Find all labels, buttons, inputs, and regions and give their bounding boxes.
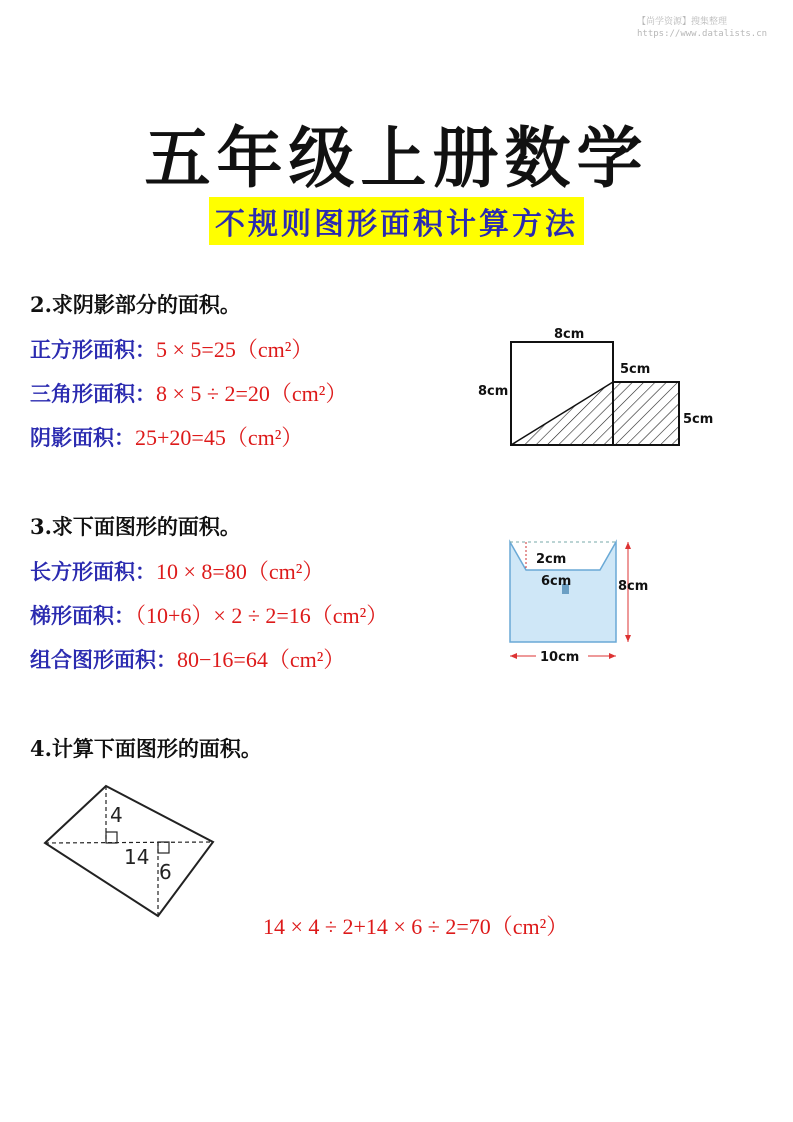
q4-figure [38, 778, 228, 928]
q3-row-2-label: 梯形面积： [30, 603, 135, 628]
q2-row-1-value: 5 × 5=25（cm²） [156, 337, 314, 362]
q2-row-3-value: 25+20=45（cm²） [135, 425, 304, 450]
q2-figure [470, 318, 730, 458]
q2-row-1 [30, 333, 313, 364]
watermark-line1: 【尚学资源】搜集整理 [637, 17, 728, 27]
q2-row-3 [30, 421, 303, 452]
q3-row-1-value: 10 × 8=80（cm²） [156, 559, 325, 584]
q3-label-width: 10cm [540, 650, 580, 665]
q2-row-1-label: 正方形面积： [30, 337, 156, 362]
q2-shaded-region [511, 382, 679, 445]
q3-row-3-value: 80−16=64（cm²） [177, 647, 346, 672]
page-title: 五年级上册数学 [144, 119, 649, 197]
q2-label-mid: 5cm [620, 362, 651, 377]
q4-label-b: 14 [124, 845, 150, 869]
q3-row-1-label: 长方形面积： [30, 559, 156, 584]
q3-row-1 [30, 555, 324, 586]
q4-heading: 4.计算下面图形的面积。 [30, 736, 262, 761]
q4-formula: 14 × 4 ÷ 2+14 × 6 ÷ 2=70（cm²） [263, 914, 569, 939]
q3-height-arrow-top [625, 542, 631, 549]
q2-row-2-value: 8 × 5 ÷ 2=20（cm²） [156, 381, 348, 406]
subtitle-wrap [0, 197, 793, 245]
watermark [637, 16, 767, 40]
q3-row-2-value: （10+6）× 2 ÷ 2=16（cm²） [135, 603, 389, 628]
q2-label-right: 5cm [683, 412, 714, 427]
q3-heading: 3.求下面图形的面积。 [30, 514, 241, 539]
q4-diagonal [45, 842, 213, 843]
q3-width-arrow-left [510, 653, 517, 659]
q3-figure [500, 532, 660, 672]
q3-row-3-label: 组合图形面积： [30, 647, 177, 672]
q2-label-left: 8cm [478, 384, 509, 399]
q3-label-height: 8cm [618, 579, 649, 594]
q2-row-2 [30, 377, 347, 408]
q3-label-notch-w: 6cm [541, 574, 572, 589]
q2-row-2-label: 三角形面积： [30, 381, 156, 406]
q2-row-3-label: 阴影面积： [30, 425, 135, 450]
q3-row-3 [30, 643, 345, 674]
page-subtitle: 不规则图形面积计算方法 [209, 197, 584, 245]
q3-label-notch-h: 2cm [536, 552, 567, 567]
q2-heading: 2.求阴影部分的面积。 [30, 292, 241, 317]
q2-label-top: 8cm [554, 327, 585, 342]
q4-label-a: 4 [110, 803, 123, 827]
q3-width-arrow-right [609, 653, 616, 659]
watermark-line2: https://www.datalists.cn [637, 29, 768, 39]
q3-row-2 [30, 599, 388, 630]
q4-right-angle-bottom [158, 842, 169, 853]
q4-label-c: 6 [159, 860, 172, 884]
q3-height-arrow-bottom [625, 635, 631, 642]
q4-right-angle-top [106, 832, 117, 843]
